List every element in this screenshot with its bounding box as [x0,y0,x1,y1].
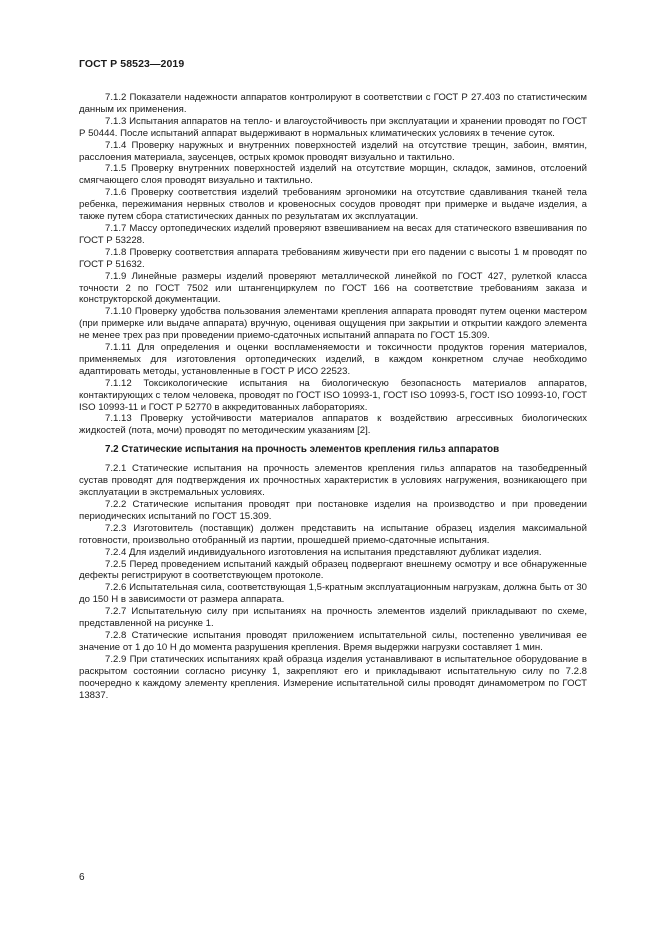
page-content [79,92,587,701]
paragraph-7-2-7: 7.2.7 Испытательную силу при испытаниях на прочность элементов изделий прикладывают по схеме, представленной на рисунке 1. [79,606,587,630]
paragraph-7-2-8: 7.2.8 Статические испытания проводят приложением испытательной силы, постепенно увеличивая ее значение от 1 до 10 Н до момента разрушения крепления. Время выдержки нагрузки составляет 1 мин. [79,629,587,653]
paragraph-7-2-4: 7.2.4 Для изделий индивидуального изготовления на испытания представляют дубликат изделия. [105,546,542,558]
section-7-2-paragraphs [79,463,587,701]
page-number: 6 [79,872,85,883]
paragraph-7-1-3: 7.1.3 Испытания аппаратов на тепло- и влагоустойчивость при эксплуатации и хранении проводят по ГОСТ Р 50444. После испытаний аппарат выдерживают в нормальных климатических условиях в течение суток. [79,115,587,139]
paragraph-7-1-9: 7.1.9 Линейные размеры изделий проверяют металлической линейкой по ГОСТ 427, рулеткой класса точности 2 по ГОСТ 7502 или штангенциркулем по ГОСТ 166 на соответствие требованиям заказа и конструкторской документации. [79,270,587,306]
paragraph-7-1-10: 7.1.10 Проверку удобства пользования элементами крепления аппарата проводят путем оценки мастером (при примерке или выдаче аппарата) вручную, оценивая ощущения при закрытии и открытии каждого элемента не менее трех раз при проведении приемо-сдаточных испытаний аппарата по ГОСТ 15.309. [79,306,587,342]
paragraph-7-2-3: 7.2.3 Изготовитель (поставщик) должен представить на испытание образец изделия максимальной готовности, произвольно отобранный из партии, прошедшей приемо-сдаточные испытания. [79,522,587,546]
paragraph-7-1-7: 7.1.7 Массу ортопедических изделий проверяют взвешиванием на весах для статического взвешивания по ГОСТ Р 53228. [79,222,587,246]
paragraph-7-2-5: 7.2.5 Перед проведением испытаний каждый образец подвергают внешнему осмотру и все обнаруженные дефекты регистрируют в соответствующем протоколе. [79,558,587,582]
paragraph-7-1-13: 7.1.13 Проверку устойчивости материалов аппаратов к воздействию агрессивных биологических жидкостей (пота, мочи) проводят по методическим указаниям [2]. [79,413,587,437]
paragraph-7-2-2: 7.2.2 Статические испытания проводят при постановке изделия на производство и при проведении периодических испытаний по ГОСТ 15.309. [79,499,587,522]
paragraph-7-1-8: 7.1.8 Проверку соответствия аппарата требованиям живучести при его падении с высоты 1 м проводят по ГОСТ Р 51632. [79,246,587,270]
paragraph-7-1-2: 7.1.2 Показатели надежности аппаратов контролируют в соответствии с ГОСТ Р 27.403 по статистическим данным их применения. [79,92,587,115]
paragraph-7-1-6: 7.1.6 Проверку соответствия изделий требованиям эргономики на отсутствие сдавливания тканей тела ребенка, пережимания нервных стволов и кровеносных сосудов проводят при примерке и выдаче изделия, а также путем сбора статистических данных по результатам их эксплуатации. [79,187,587,223]
paragraph-7-2-1: 7.2.1 Статические испытания на прочность элементов крепления гильз аппаратов на тазобедренный сустав проводят для подтверждения их прочностных характеристик в условиях нагружения, возникающего при эксплуатации в экстремальных условиях. [79,463,587,499]
paragraph-7-1-5: 7.1.5 Проверку внутренних поверхностей изделий на отсутствие морщин, складок, заминов, отслоений смягчающего слоя проводят визуально и тактильно. [79,163,587,187]
paragraph-7-1-4: 7.1.4 Проверку наружных и внутренних поверхностей изделий на отсутствие трещин, забоин, вмятин, расслоения материала, заусенцев, острых кромок проводят визуально и тактильно. [79,139,587,163]
paragraph-7-1-12: 7.1.12 Токсикологические испытания на биологическую безопасность материалов аппаратов, контактирующих с телом человека, проводят по ГОСТ ISO 10993-1, ГОСТ ISO 10993-5, ГОСТ ISO 10993-10, ГОСТ ISO 10993-11 и ГОСТ Р 52770 в аккредитованных лабораториях. [79,377,587,413]
section-7-1-paragraphs [79,92,587,437]
paragraph-7-1-11: 7.1.11 Для определения и оценки воспламеняемости и токсичности продуктов горения материалов, применяемых для изготовления ортопедических изделий, в каждом конкретном случае необходимо адаптировать методы, установленные в ГОСТ Р ИСО 22523. [79,342,587,377]
paragraph-7-2-6: 7.2.6 Испытательная сила, соответствующая 1,5-кратным эксплуатационным нагрузкам, должна быть от 30 до 150 Н в зависимости от размера аппарата. [79,582,587,606]
paragraph-7-2-9: 7.2.9 При статических испытаниях край образца изделия устанавливают в испытательное оборудование в раскрытом состоянии согласно рисунку 1, закрепляют его и прикладывают испытательную силу по 7.2.8 поочередно к каждому элементу крепления. Измерение испытательной силы проводят динамометром по ГОСТ 13837. [79,653,587,701]
section-7-2-heading: 7.2 Статические испытания на прочность элементов крепления гильз аппаратов [105,444,500,456]
document-header: ГОСТ Р 58523—2019 [79,58,185,70]
